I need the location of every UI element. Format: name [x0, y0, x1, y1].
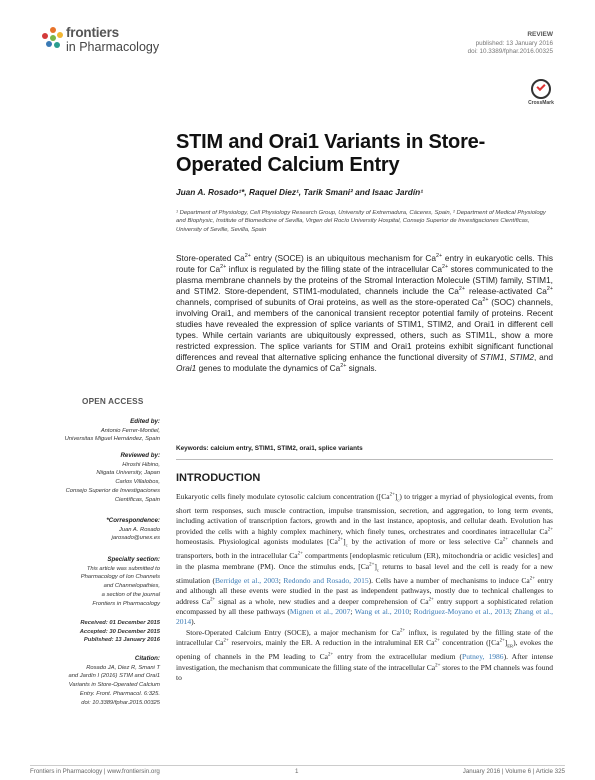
brand-name: frontiers: [66, 25, 119, 40]
section-heading-introduction: INTRODUCTION: [176, 472, 261, 484]
citation-line: and Jardín I (2016) STIM and Orai1: [68, 673, 160, 680]
citation-label: Citation:: [134, 655, 160, 662]
citation-link[interactable]: Mignen et al., 2007: [289, 607, 351, 617]
page-number: 1: [295, 768, 299, 775]
journal-name: in Pharmacology: [66, 40, 160, 54]
dates: [20, 619, 160, 645]
edited-by-label: Edited by:: [130, 418, 160, 425]
reviewed-by: [20, 452, 160, 504]
specialty-line: a section of the journal: [101, 591, 160, 598]
citation-link[interactable]: Berridge et al., 2003: [215, 575, 279, 585]
accepted-label: Accepted:: [79, 628, 108, 635]
edited-by: [20, 418, 160, 444]
specialty-line: This article was submitted to: [86, 565, 160, 572]
crossmark-badge[interactable]: [528, 79, 554, 106]
editor-affiliation: Universitas Miguel Hernández, Spain: [64, 436, 160, 443]
open-access-label: OPEN ACCESS: [82, 397, 144, 406]
footer-divider: [30, 765, 565, 766]
citation-link[interactable]: Zhang et al., 2014: [176, 607, 554, 627]
reviewer-name[interactable]: Carlos Villalobos,: [115, 479, 160, 486]
keywords-label: Keywords:: [176, 445, 209, 452]
correspondence-label: *Correspondence:: [106, 517, 160, 524]
article-meta: [468, 31, 553, 57]
specialty-label: Specialty section:: [107, 556, 160, 563]
correspondence: [20, 517, 160, 543]
published-date-side: 13 January 2016: [115, 637, 160, 644]
specialty-line: Pharmacology of Ion Channels: [80, 574, 160, 581]
citation-line[interactable]: doi: 10.3389/fphar.2015.00325: [81, 699, 160, 706]
divider: [176, 459, 553, 460]
citation: [20, 655, 160, 707]
keywords: [176, 445, 553, 452]
author-list: Juan A. Rosado¹*, Raquel Diez¹, Tarik Smani² and Isaac Jardín¹: [176, 187, 423, 197]
reviewed-by-label: Reviewed by:: [120, 452, 160, 459]
citation-link[interactable]: Putney, 1986: [462, 652, 504, 662]
citation-link[interactable]: Rodriguez-Moyano et al., 2013: [413, 607, 510, 617]
abstract: Store-operated $Ca^{2+}$ entry (SOCE) is an ubiquitous mechanism for $Ca^{2+}$ entry in eukaryotic cells. This route for $Ca^{2+}$ influx is regulated by the filling state of the intracellular $Ca^{2+}$ stores communicated to the plasma membrane channels by the proteins of the Stromal Interaction Molecule (STIM) family, STIM1, and STIM2. Store-dependent, STIM1-modulated, channels include the $Ca^{2+}$ release-activated $Ca^{2+}$ channels, comprised of subunits of Orai proteins, as well as the store-operated $Ca^{2+}$ (SOC) channels, involving Orai1, and members of the canonical transient receptor potential family of proteins. Recent studies have revealed the expression of splice variants of STIM1, STIM2, and Orai1 in different cell types. While certain variants are ubiquitously expressed, others, such as STIM1L, show a more restricted expression. The splice variants for STIM and Orai1 proteins exhibit significant functional differences and reveal that alternative splicing enhance the functional diversity of STIM1, STIM2, and Orai1 genes to modulate the dynamics of $Ca^{2+}$ signals.: [176, 253, 554, 374]
specialty-line: Frontiers in Pharmacology: [92, 600, 160, 607]
reviewer-affiliation: Científicas, Spain: [114, 496, 160, 503]
reviewer-affiliation: Niigata University, Japan: [96, 470, 160, 477]
doi[interactable]: doi: 10.3389/fphar.2016.00325: [467, 48, 553, 55]
citation-link[interactable]: Redondo and Rosado, 2015: [283, 575, 369, 585]
introduction-body: Eukaryotic cells finely modulate cytosolic calcium concentration $([Ca^{2+}]_c)$ to trigger a myriad of physiological events, from short term responses, such muscle contraction, impulse transmission, secretion, and aggregation, to long term events, including activation of transcription factors, growth and in the last instance, apoptosis, and cellular death. Evolution has provided the cells with a highly complex machinery, which finely tunes, orchestrates and coordinates intracellular $Ca^{2+}$ homeostasis. Physiological agonists modulates $[Ca^{2+}]_c$ by the activation of more or less selective $Ca^{2+}$ channels and transporters, both in the intracellular $Ca^{2+}$ compartments [endoplasmic reticulum (ER), mitochondria or acidic vesicles] and in the plasma membrane (PM). Once the stimulus ends, $[Ca^{2+}]_c$ returns to basal level and the cell is ready for a new stimulation (Berridge et al., 2003; Redondo and Rosado, 2015). Cells have a number of mechanisms to induce $Ca^{2+}$ entry and although all these events were studied in the past as independent pathways, mostly due to technical challenges to address $Ca^{2+}$ signal as a whole, new studies and a deeper comprehension of $Ca^{2+}$ entry support a sophisticated relation encompassed by all these pathways (Mignen et al., 2007; Wang et al., 2010; Rodriguez-Moyano et al., 2013; Zhang et al., 2014). Store-Operated Calcium Entry (SOCE), a major mechanism for $Ca^{2+}$ influx, is regulated by the filling state of the intracellular $Ca^{2+}$ reservoirs, mainly the ER. A reduction in the intraluminal ER $Ca^{2+}$ concentration $([Ca^{2+}]_{ER})$, evokes the opening of channels in the PM leading to $Ca^{2+}$ entry from the extracellular medium (Putney, 1986). After intense investigation, the mechanism that communicate the filling state of the intracellular $Ca^{2+}$ stores to the PM channels was found to: [176, 492, 554, 683]
article-title: STIM and Orai1 Variants in Store-Operated Calcium Entry: [176, 131, 486, 176]
journal-logo: [42, 25, 162, 70]
published-label: Published:: [83, 637, 114, 644]
citation-line: Entry. Front. Pharmacol. 6:325.: [79, 690, 160, 697]
correspondent-email[interactable]: jarosado@unex.es: [111, 535, 160, 542]
accepted-date: 30 December 2015: [109, 628, 160, 635]
editor-name[interactable]: Antonio Ferrer-Montiel,: [100, 427, 160, 434]
affiliations: ¹ Department of Physiology, Cell Physiology Research Group, University of Extremadura, Cáceres, Spain, ² Department of Medical Physiology and Biophysic, Institute of Biomedicine of Sevilla, Virgen del Rocío University Hospital, Consejo Superior de Investigaciones Científicas, University of Seville, Sevilla, Spain: [176, 210, 546, 233]
reviewer-name[interactable]: Hiroshi Hibino,: [122, 461, 160, 468]
correspondent-name: Juan A. Rosado: [118, 526, 160, 533]
footer-journal[interactable]: Frontiers in Pharmacology | www.frontiersin.org: [30, 768, 160, 775]
citation-line: Rosado JA, Diez R, Smani T: [86, 664, 160, 671]
article-type: REVIEW: [527, 31, 553, 38]
crossmark-icon: [531, 79, 551, 99]
specialty-line: and Channelopathies,: [103, 583, 160, 590]
crossmark-label: CrossMark: [528, 100, 554, 106]
frontiers-logo-icon: [42, 27, 64, 49]
specialty-section: [20, 556, 160, 608]
keywords-text: calcium entry, STIM1, STIM2, orai1, splice variants: [210, 445, 363, 452]
citation-link[interactable]: Wang et al., 2010: [354, 607, 410, 617]
received-label: Received:: [80, 620, 108, 626]
citation-line: Variants in Store-Operated Calcium: [68, 682, 160, 689]
received-date: 01 December 2015: [109, 620, 160, 626]
footer-volume: January 2016 | Volume 6 | Article 325: [462, 768, 565, 775]
reviewer-affiliation: Consejo Superior de Investigaciones: [65, 487, 160, 494]
published-date: published: 13 January 2016: [475, 39, 553, 47]
